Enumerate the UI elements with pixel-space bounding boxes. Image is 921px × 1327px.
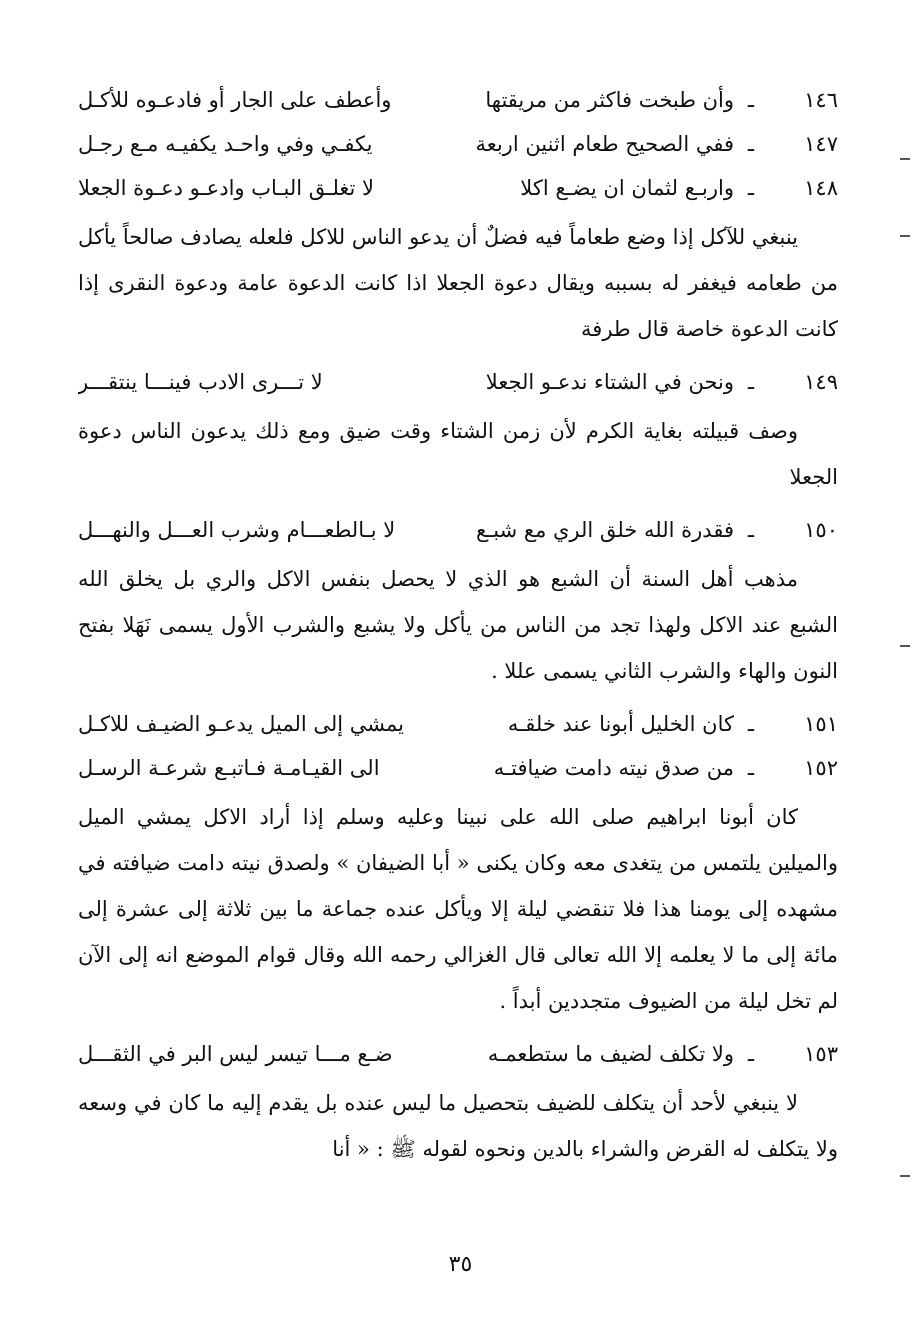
scan-margin-mark — [900, 158, 910, 160]
verse-first-hemistich: فقدرة الله خلق الري مع شبـع — [475, 518, 734, 542]
verse-second-hemistich: وأعطف على الجار أو فادعـوه للأكـل — [78, 88, 392, 112]
verse-number: ١٤٧ — [804, 132, 838, 156]
verse-number: ١٥٢ — [804, 756, 838, 780]
verse-first-hemistich: كان الخليل أبونا عند خلقـه — [507, 712, 734, 736]
verse-line-149 — [78, 360, 838, 404]
commentary-paragraph-3: مذهب أهل السنة أن الشبع هو الذي لا يحصل بنفس الاكل والري بل يخلق الله الشبع عند الاكل ولهذا تجد من الناس من يأكل ولا يشبع والشرب الأول يسمى نَهَلا بفتح النون والهاء والشرب الثاني يسمى عللا . — [78, 567, 838, 683]
commentary-paragraph-2: وصف قبيلته بغاية الكرم لأن زمن الشتاء وقت ضيق ومع ذلك يدعون الناس دعوة الجعلا — [78, 419, 838, 489]
verse-number: ١٥٠ — [804, 518, 838, 542]
verse-number: ١٤٦ — [804, 88, 838, 112]
verse-dash: ـ — [747, 176, 755, 200]
verse-second-hemistich: لا بـالطعـــام وشرب العـــل والنهـــل — [78, 518, 396, 542]
verse-number: ١٥٣ — [804, 1042, 838, 1066]
verse-number: ١٥١ — [804, 712, 838, 736]
verse-dash: ـ — [747, 712, 755, 736]
verse-line-148 — [78, 166, 838, 210]
verse-line-147 — [78, 122, 838, 166]
book-page — [78, 78, 838, 1318]
verse-second-hemistich: يكفـي وفي واحـد يكفيـه مـع رجـل — [78, 132, 373, 156]
verse-second-hemistich: ضـع مـــا تيسر ليس البر في الثقـــل — [78, 1042, 393, 1066]
verse-line-153 — [78, 1032, 838, 1076]
verse-first-hemistich: ونحن في الشتاء ندعـو الجعلا — [485, 370, 734, 394]
commentary-paragraph-5: لا ينبغي لأحد أن يتكلف للضيف بتحصيل ما ليس عنده بل يقدم إليه ما كان في وسعه ولا يتكلف له القرض والشراء بالدين ونحوه لقوله ﷺ : « أنا — [78, 1091, 838, 1161]
scan-margin-mark — [900, 235, 910, 237]
verse-block-151-152 — [78, 702, 838, 790]
verse-first-hemistich: من صدق نيته دامت ضيافتـه — [493, 756, 734, 780]
verse-line-150 — [78, 508, 838, 552]
verse-number: ١٤٩ — [804, 370, 838, 394]
verse-dash: ـ — [747, 1042, 755, 1066]
page-number: ٣٥ — [448, 1252, 473, 1277]
commentary-paragraph-1: ينبغي للآكل إذا وضع طعاماً فيه فضلٌ أن يدعو الناس للاكل فلعله يصادف صالحاً يأكل من طعامه فيغفر له بسببه ويقال دعوة الجعلا اذا كانت الدعوة عامة ودعوة النقرى إذا كانت الدعوة خاصة قال طرفة — [78, 225, 838, 341]
verse-dash: ـ — [747, 132, 755, 156]
verse-first-hemistich: ففي الصحيح طعام اثنين اربعة — [475, 132, 734, 156]
verse-line-152 — [78, 746, 838, 790]
scan-margin-mark — [900, 1175, 910, 1177]
verse-dash: ـ — [747, 370, 755, 394]
verse-line-151 — [78, 702, 838, 746]
verse-number: ١٤٨ — [804, 176, 838, 200]
verse-dash: ـ — [747, 88, 755, 112]
verse-dash: ـ — [747, 518, 755, 542]
commentary-paragraph-4: كان أبونا ابراهيم صلى الله على نبينا وعليه وسلم إذا أراد الاكل يمشي الميل والميلين يلتمس من يتغدى معه وكان يكنى « أبا الضيفان » ولصدق نيته دامت ضيافته في مشهده إلى يومنا هذا فلا تنقضي ليلة إلا ويأكل عنده جماعة ما بين ثلاثة إلى عشرة إلى مائة إلى ما لا يعلمه إلا الله تعالى قال الغزالي رحمه الله وقال قوام الموضع انه إلى الآن لم تخل ليلة من الضيوف متجددين أبداً . — [78, 805, 838, 1013]
verse-first-hemistich: وأن طبخت فاكثر من مريقتها — [485, 88, 734, 112]
verse-dash: ـ — [747, 756, 755, 780]
verse-second-hemistich: لا تـــرى الادب فينـــا ينتقـــر — [78, 370, 323, 394]
verse-first-hemistich: ولا تكلف لضيف ما ستطعمـه — [487, 1042, 734, 1066]
verse-line-146 — [78, 78, 838, 122]
verse-block-146-148 — [78, 78, 838, 210]
scan-margin-mark — [900, 645, 910, 647]
verse-second-hemistich: الى القيـامـة فـاتبـع شرعـة الرسـل — [78, 756, 380, 780]
verse-second-hemistich: لا تغلـق البـاب وادعـو دعـوة الجعلا — [78, 176, 375, 200]
verse-second-hemistich: يمشي إلى الميل يدعـو الضيـف للاكـل — [78, 712, 405, 736]
verse-first-hemistich: واربـع لثمان ان يضـع اكلا — [520, 176, 734, 200]
